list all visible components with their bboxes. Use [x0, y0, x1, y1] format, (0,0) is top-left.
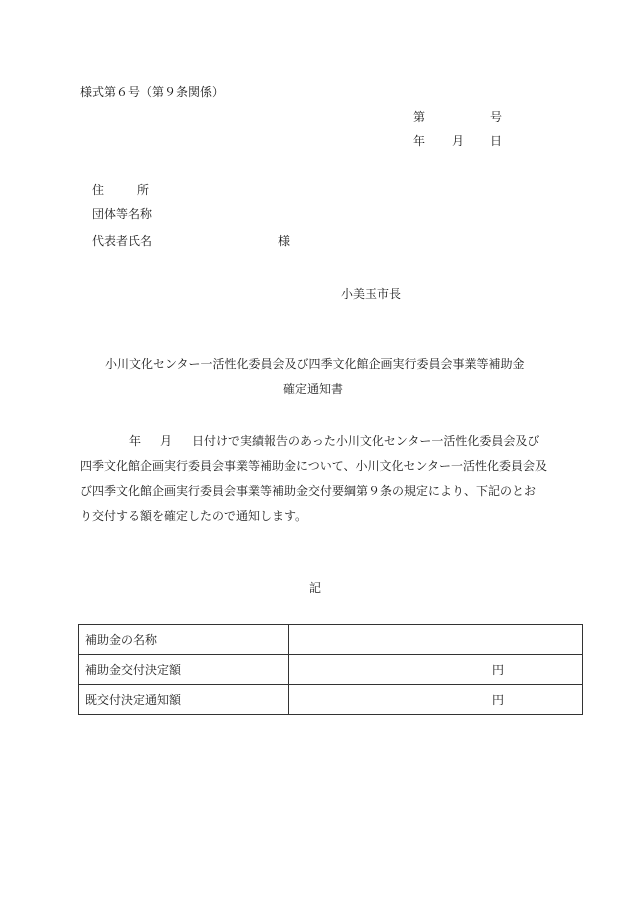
table-cell-value [289, 625, 583, 655]
table-cell-label: 既交付決定通知額 [79, 685, 289, 715]
table-row [79, 685, 583, 715]
table-cell-label: 補助金交付決定額 [79, 655, 289, 685]
document-title-line-1: 小川文化センター一活性化委員会及び四季文化館企画実行委員会事業等補助金 [105, 357, 525, 371]
subsidy-summary-table [78, 624, 583, 715]
issuer-mayor: 小美玉市長 [341, 287, 402, 301]
address-label-part-2: 所 [137, 183, 150, 197]
table-cell-value: 円 [289, 655, 583, 685]
address-label-part-1: 住 [92, 183, 105, 197]
body-date-year: 年 [129, 434, 142, 448]
document-title-line-2: 確定通知書 [283, 382, 344, 396]
table-cell-value: 円 [289, 685, 583, 715]
body-text-line-2: 四季文化館企画実行委員会事業等補助金について、小川文化センター一活性化委員会及 [80, 459, 548, 473]
address-label [92, 182, 149, 198]
date-year-label: 年 [413, 134, 426, 148]
body-date-month: 月 [160, 434, 173, 448]
table-row [79, 655, 583, 685]
body-text-line-1-rest: 日付けで実績報告のあった小川文化センター一活性化委員会及び [192, 434, 540, 448]
date-month-label: 月 [452, 134, 465, 148]
organization-name-label: 団体等名称 [92, 207, 153, 221]
body-text-line-1 [80, 433, 539, 449]
document-number-suffix: 号 [490, 110, 503, 124]
form-number: 様式第６号（第９条関係） [80, 85, 225, 99]
body-text-line-3: び四季文化館企画実行委員会事業等補助金交付要綱第９条の規定により、下記のとお [80, 484, 537, 498]
table-cell-label: 補助金の名称 [79, 625, 289, 655]
honorific-sama: 様 [278, 234, 291, 248]
table-row [79, 625, 583, 655]
ki-heading: 記 [309, 581, 322, 595]
body-text-line-4: り交付する額を確定したので通知します。 [80, 509, 308, 523]
representative-name-label: 代表者氏名 [92, 234, 153, 248]
date-day-label: 日 [490, 134, 503, 148]
document-number-prefix: 第 [413, 110, 426, 124]
